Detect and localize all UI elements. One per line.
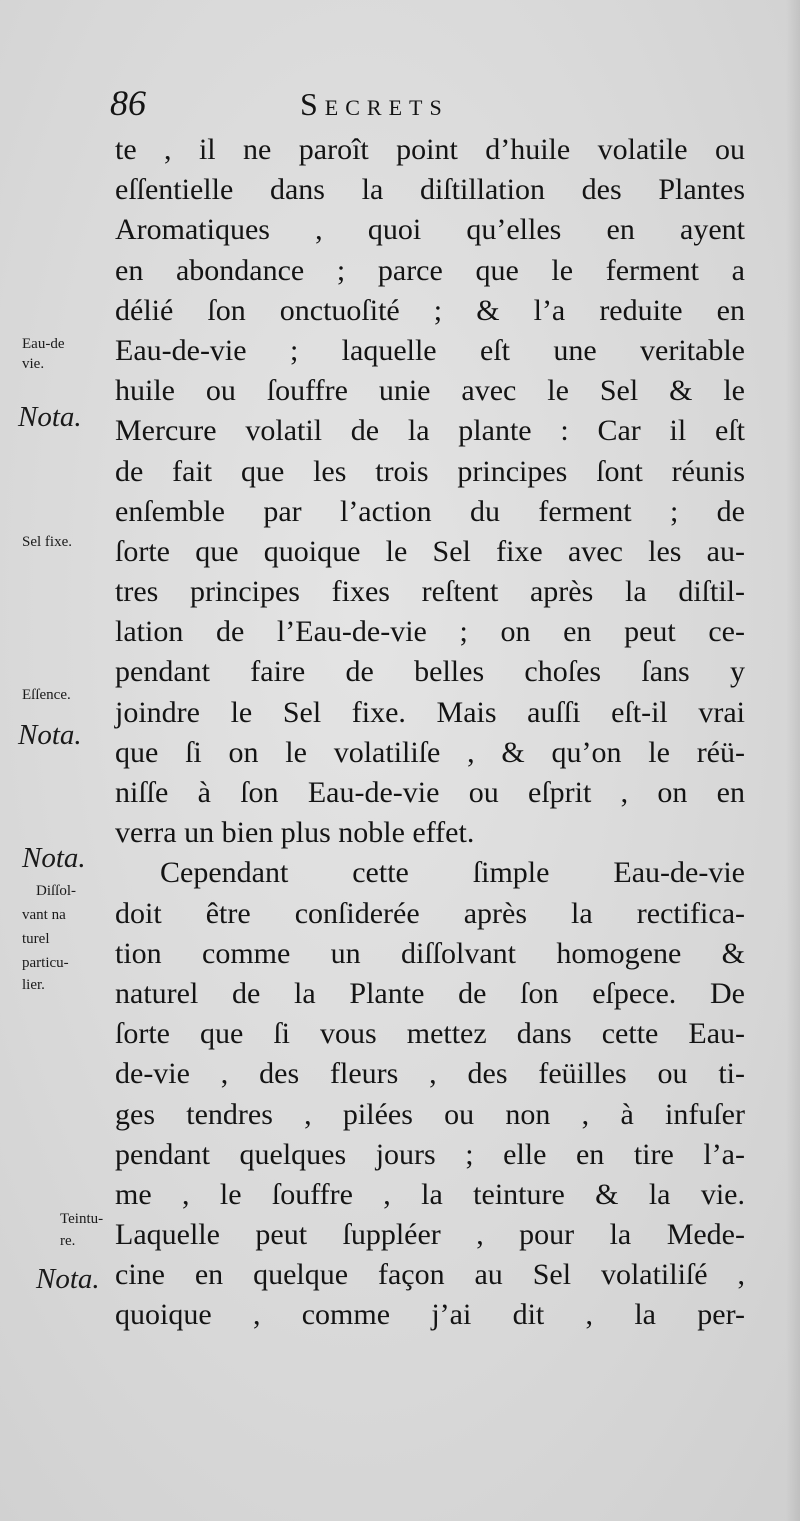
text-line-paragraph-start: Cependant cette ſimple Eau-de-vie [160,856,745,890]
text-line: que ſi on le volatiliſe , & qu’on le réü- [115,735,745,769]
margin-note: lier. [22,977,45,993]
text-line: délié ſon onctuoſité ; & l’a reduite en [115,293,745,327]
body-text [115,130,745,1336]
text-line: naturel de la Plante de ſon eſpece. De [115,976,745,1010]
text-line: de-vie , des fleurs , des feüilles ou ti- [115,1057,745,1091]
text-line: tres principes fixes reſtent après la diſtil- [115,575,745,609]
margin-note-nota: Nota. [18,401,82,433]
text-line: niſſe à ſon Eau-de-vie ou eſprit , on en [115,776,745,809]
text-line: verra un bien plus noble effet. [115,816,475,850]
text-line: lation de l’Eau-de-vie ; on en peut ce- [115,615,745,649]
text-line: quoique , comme j’ai dit , la per- [115,1298,745,1332]
text-line: Aromatiques , quoi qu’elles en ayent [115,213,745,247]
running-title: Secrets [300,86,449,122]
page-edge-shadow [786,0,800,1521]
text-line: de fait que les trois principes ſont réunis [115,454,745,488]
text-line: en abondance ; parce que le ferment a [115,253,745,287]
margin-note: Sel fixe. [22,534,72,550]
margin-note: Diſſol- [36,883,76,899]
text-line: Mercure volatil de la plante : Car il eſt [115,414,745,448]
margin-note-nota: Nota. [18,719,82,751]
text-line: pendant faire de belles choſes ſans y [115,655,745,689]
margin-note-nota: Nota. [36,1263,100,1295]
text-line: te , il ne paroît point d’huile volatile ou [115,133,745,166]
margin-note: Eſſence. [22,687,71,703]
text-line: Laquelle peut ſuppléer , pour la Mede- [115,1218,745,1252]
text-line: huile ou ſouffre unie avec le Sel & le [115,374,745,408]
margin-note: Eau-de [22,336,65,352]
margin-note: vant na [22,907,66,923]
text-line: ges tendres , pilées ou non , à infuſer [115,1097,745,1131]
text-line: tion comme un diſſolvant homogene & [115,936,745,970]
text-line: enſemble par l’action du ferment ; de [115,494,745,528]
margin-note: vie. [22,356,45,372]
text-line: eſſentielle dans la diſtillation des Plantes [115,173,745,207]
margin-note: re. [60,1233,76,1249]
text-line: me , le ſouffre , la teinture & la vie. [115,1177,745,1211]
text-line: pendant quelques jours ; elle en tire l’a- [115,1137,745,1171]
text-line: cine en quelque façon au Sel volatiliſé , [115,1258,745,1292]
text-line: joindre le Sel fixe. Mais auſſi eſt-il vrai [115,695,745,729]
text-line: Eau-de-vie ; laquelle eſt une veritable [115,333,745,367]
text-line: ſorte que ſi vous mettez dans cette Eau- [115,1017,745,1051]
margin-note: Teintu- [60,1211,104,1227]
text-line: doit être conſiderée après la rectifica- [115,896,745,930]
page-number: 86 [110,83,146,123]
margin-note: particu- [22,955,69,971]
margin-note: turel [22,931,50,947]
text-line: ſorte que quoique le Sel fixe avec les au- [115,534,745,568]
margin-note-nota: Nota. [22,842,86,874]
page-header [110,82,540,132]
